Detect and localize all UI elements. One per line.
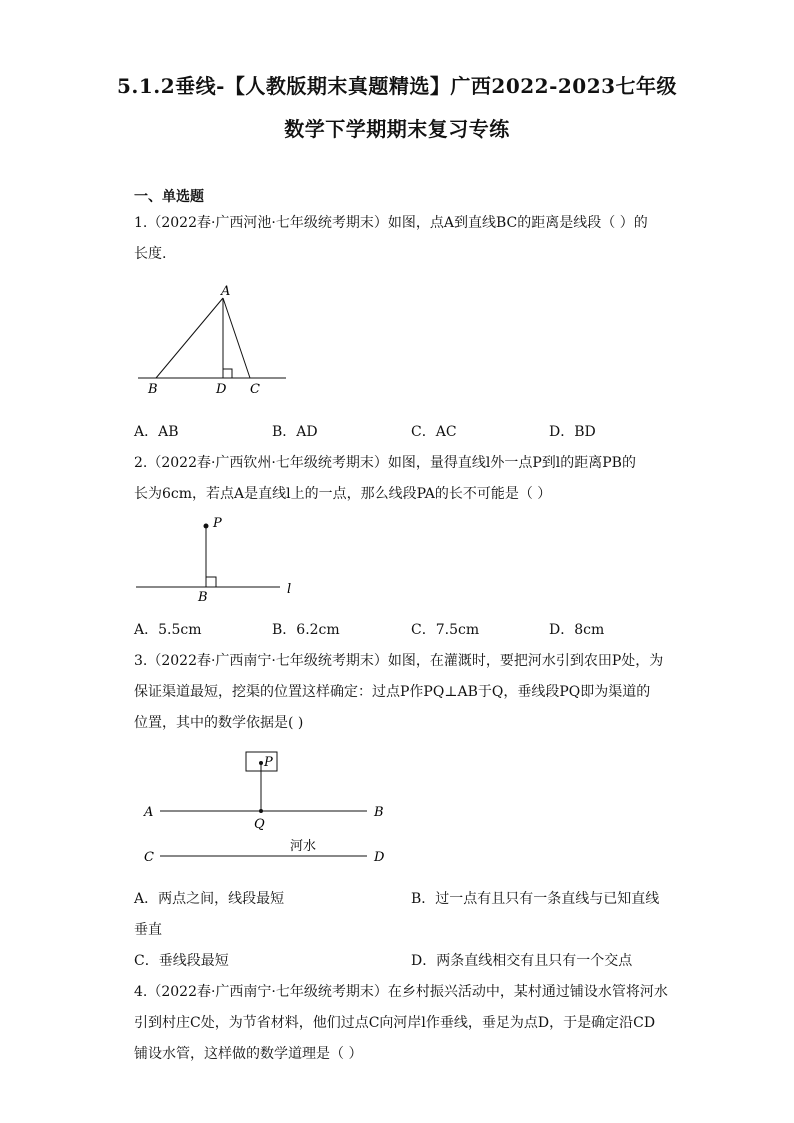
q2-stem-line-1: 2.（2022春·广西钦州·七年级统考期末）如图，量得直线l外一点P到l的距离PB的 — [134, 455, 636, 471]
q3-option-c: C．垂线段最短 — [134, 953, 229, 969]
q3-option-a: A．两点之间，线段最短 — [134, 891, 285, 907]
q3-option-b-continued: 垂直 — [134, 922, 162, 938]
q1-option-d: D．BD — [549, 424, 596, 440]
q1-figure — [130, 278, 300, 400]
q4-stem-line-1: 4.（2022春·广西南宁·七年级统考期末）在乡村振兴活动中，某村通过铺设水管将河水 — [134, 984, 668, 1000]
q3-label-c: C — [144, 850, 154, 865]
q3-label-river: 河水 — [290, 839, 317, 854]
q3-label-q: Q — [254, 817, 265, 832]
q1-option-c: C．AC — [411, 424, 457, 440]
q1-right-angle-mark — [223, 369, 232, 378]
q3-stem-line-1: 3.（2022春·广西南宁·七年级统考期末）如图，在灌溉时，要把河水引到农田P处，为 — [134, 653, 664, 669]
q2-label-b: B — [198, 590, 208, 605]
q3-stem-line-2: 保证渠道最短，挖渠的位置这样确定：过点P作PQ⊥AB于Q，垂线段PQ即为渠道的 — [134, 684, 651, 700]
q3-option-d: D．两条直线相交有且只有一个交点 — [411, 953, 633, 969]
q2-option-a: A．5.5cm — [134, 622, 202, 638]
q3-stem-line-3: 位置，其中的数学依据是( ) — [134, 715, 304, 731]
q1-stem-line-1: 1.（2022春·广西河池·七年级统考期末）如图，点A到直线BC的距离是线段（ ）的 — [134, 215, 648, 231]
q1-option-a: A．AB — [134, 424, 179, 440]
q1-option-b: B．AD — [272, 424, 318, 440]
q2-stem-line-2: 长为6cm，若点A是直线l上的一点，那么线段PA的长不可能是（ ） — [134, 486, 552, 502]
page-title-line-2: 数学下学期期末复习专练 — [284, 117, 510, 141]
q2-option-c: C．7.5cm — [411, 622, 480, 638]
q2-option-d: D．8cm — [549, 622, 605, 638]
q2-label-p: P — [213, 516, 222, 531]
q3-label-b: B — [374, 805, 384, 820]
section-heading: 一、单选题 — [134, 189, 204, 205]
q3-label-d: D — [374, 850, 385, 865]
q2-right-angle-mark — [206, 577, 216, 587]
page-title-line-1: 5.1.2垂线-【人教版期末真题精选】广西2022-2023七年级 — [116, 74, 678, 98]
q3-label-a: A — [144, 805, 154, 820]
q1-stem-line-2: 长度. — [134, 246, 167, 262]
q3-option-b: B．过一点有且只有一条直线与已知直线 — [411, 891, 660, 907]
q1-label-c: C — [250, 382, 260, 397]
q1-label-a: A — [221, 284, 231, 299]
q2-option-b: B．6.2cm — [272, 622, 340, 638]
q1-segment-ac — [223, 298, 250, 378]
q4-stem-line-2: 引到村庄C处，为节省材料，他们过点C向河岸l作垂线，垂足为点D，于是确定沿CD — [134, 1015, 656, 1031]
q3-label-p: P — [264, 755, 273, 770]
q2-point-p — [204, 524, 209, 529]
q1-label-b: B — [148, 382, 158, 397]
q2-label-l: l — [287, 582, 292, 597]
q1-segment-ab — [156, 298, 223, 378]
q3-figure — [135, 745, 395, 870]
q1-label-d: D — [216, 382, 227, 397]
q2-figure — [130, 515, 305, 607]
q4-stem-line-3: 铺设水管，这样做的数学道理是（ ） — [134, 1046, 363, 1062]
